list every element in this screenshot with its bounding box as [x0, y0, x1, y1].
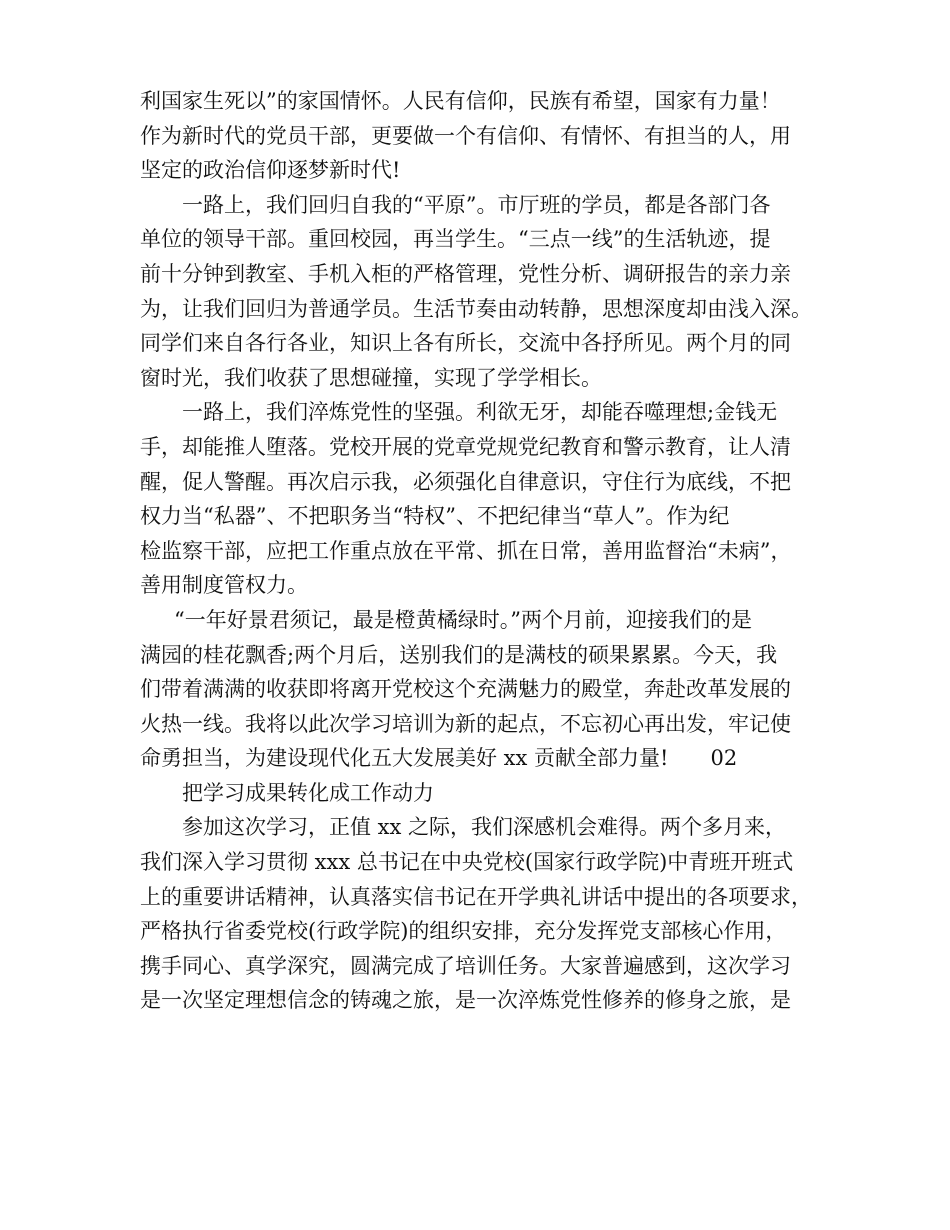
- text-line: 善用制度管权力。: [140, 573, 308, 598]
- text-line: 坚定的政治信仰逐梦新时代!: [140, 158, 401, 183]
- text-line: 醒，促人警醒。再次启示我，必须强化自律意识，守住行为底线，不把: [140, 469, 791, 494]
- text-line: 们带着满满的收获即将离开党校这个充满魅力的殿堂，奔赴改革发展的: [140, 677, 791, 702]
- text-line: 作为新时代的党员干部，更要做一个有信仰、有情怀、有担当的人，用: [140, 123, 791, 148]
- text-line: 严格执行省委党校(行政学院)的组织安排，充分发挥党支部核心作用，: [140, 919, 787, 944]
- text-line: 我们深入学习贯彻 xxx 总书记在中央党校(国家行政学院)中青班开班式: [140, 850, 794, 875]
- paragraph-first-line: 一路上，我们淬炼党性的坚强。利欲无牙，却能吞噬理想;金钱无: [182, 400, 778, 425]
- text-line: 上的重要讲话精神，认真落实信书记在开学典礼讲话中提出的各项要求，: [140, 884, 812, 909]
- paragraph-first-line: 一路上，我们回归自我的“平原”。市厅班的学员，都是各部门各: [182, 192, 771, 217]
- text-line: 满园的桂花飘香;两个月后，送别我们的是满枝的硕果累累。今天，我: [140, 642, 778, 667]
- text-line: 同学们来自各行各业，知识上各有所长，交流中各抒所见。两个月的同: [140, 331, 791, 356]
- section-heading: 把学习成果转化成工作动力: [182, 780, 434, 805]
- paragraph-first-line: “一年好景君须记，最是橙黄橘绿时。”两个月前，迎接我们的是: [174, 607, 752, 632]
- text-line: 手，却能推人堕落。党校开展的党章党规党纪教育和警示教育，让人清: [140, 434, 791, 459]
- text-line: 利国家生死以”的家国情怀。人民有信仰，民族有希望，国家有力量！: [140, 89, 781, 113]
- text-line: 为，让我们回归为普通学员。生活节奏由动转静，思想深度却由浅入深。: [140, 296, 812, 321]
- text-line: 是一次坚定理想信念的铸魂之旅，是一次淬炼党性修养的修身之旅，是: [140, 988, 791, 1013]
- text-line: 窗时光，我们收获了思想碰撞，实现了学学相长。: [140, 365, 602, 390]
- paragraph-first-line: 参加这次学习，正值 xx 之际，我们深感机会难得。两个多月来，: [182, 815, 787, 840]
- body-text: [140, 84, 840, 1018]
- text-line: 前十分钟到教室、手机入柜的严格管理，党性分析、调研报告的亲力亲: [140, 261, 791, 286]
- text-line: 火热一线。我将以此次学习培训为新的起点，不忘初心再出发，牢记使: [140, 711, 791, 736]
- text-line: 检监察干部，应把工作重点放在平常、抓在日常，善用监督治“未病”，: [140, 538, 792, 563]
- text-line: 单位的领导干部。重回校园，再当学生。“三点一线”的生活轨迹，提: [140, 227, 771, 252]
- text-line: 命勇担当，为建设现代化五大发展美好 xx 贡献全部力量! 02: [140, 746, 738, 771]
- text-line: 权力当“私器”、不把职务当“特权”、不把纪律当“草人”。作为纪: [140, 504, 730, 529]
- text-line: 携手同心、真学深究，圆满完成了培训任务。大家普遍感到，这次学习: [140, 953, 791, 978]
